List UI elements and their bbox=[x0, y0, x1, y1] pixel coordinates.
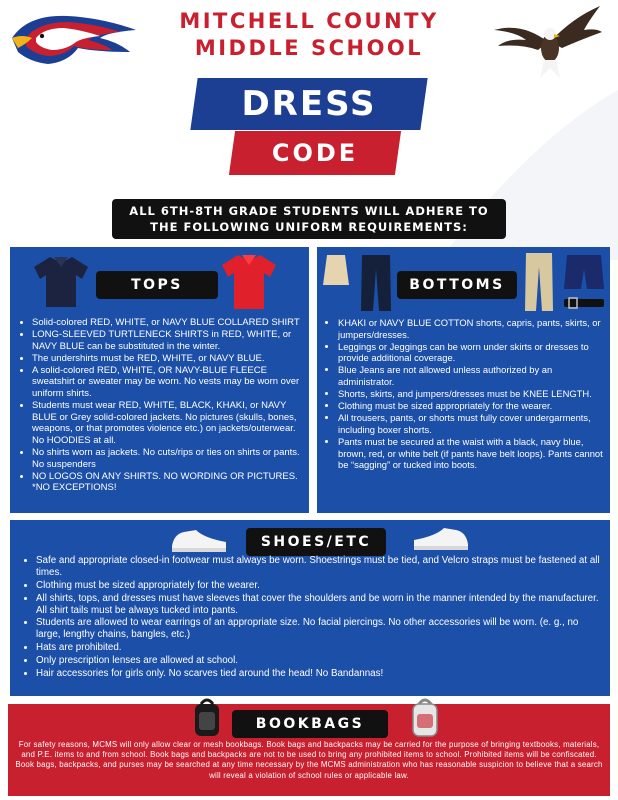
mesh-backpack-icon bbox=[192, 698, 222, 738]
red-polo-shirt-icon bbox=[220, 251, 278, 311]
list-item: • Hats are prohibited. bbox=[36, 642, 604, 654]
list-item: • Safe and appropriate closed-in footwear must always be worn. Shoestrings must be tied, and Velcro straps must be fastened at all times. bbox=[36, 555, 604, 579]
list-item: • LONG-SLEEVED TURTLENECK SHIRTS in RED, WHITE, or NAVY BLUE can be substituted in the winter. bbox=[32, 329, 304, 352]
list-item: • KHAKI or NAVY BLUE COTTON shorts, capris, pants, skirts, or jumpers/dresses. bbox=[338, 317, 606, 340]
list-item: • Clothing must be sized appropriately for the wearer. bbox=[338, 400, 606, 412]
list-item: • All shirts, tops, and dresses must have sleeves that cover the shoulders and be worn in the manner intended by the manufacturer. All shirt tails must be always tucked into pants. bbox=[36, 593, 604, 617]
navy-shorts-icon bbox=[563, 253, 605, 293]
requirement-line2: THE FOLLOWING UNIFORM REQUIREMENTS: bbox=[150, 220, 468, 234]
requirement-banner bbox=[112, 199, 506, 239]
list-item: • The undershirts must be RED, WHITE, or NAVY BLUE. bbox=[32, 353, 304, 365]
shoes-panel bbox=[10, 520, 610, 696]
list-item: • Only prescription lenses are allowed at school. bbox=[36, 655, 604, 667]
clear-backpack-icon bbox=[410, 698, 440, 738]
list-item: • Leggings or Jeggings can be worn under skirts or dresses to provide additional coverage. bbox=[338, 341, 606, 364]
shoes-list bbox=[36, 555, 604, 681]
list-item: • Blue Jeans are not allowed unless authorized by an administrator. bbox=[338, 364, 606, 387]
black-belt-icon bbox=[563, 297, 605, 309]
title-dress: DRESS bbox=[241, 84, 377, 124]
shoes-label: SHOES/ETC bbox=[246, 528, 386, 556]
list-item: • Students are allowed to wear earrings of an appropriate size. No facial piercings. No other accessories will be worn. (e. g., no large, lengthy chains, bangles, etc.) bbox=[36, 617, 604, 641]
navy-polo-shirt-icon bbox=[32, 253, 90, 309]
list-item: • Solid-colored RED, WHITE, or NAVY BLUE COLLARED SHIRT bbox=[32, 317, 304, 329]
list-item: • Shorts, skirts, and jumpers/dresses must be KNEE LENGTH. bbox=[338, 388, 606, 400]
white-sneaker-icon bbox=[170, 526, 228, 554]
bookbags-label: BOOKBAGS bbox=[232, 710, 388, 738]
white-sneaker-icon bbox=[412, 524, 470, 552]
khaki-skirt-icon bbox=[321, 253, 351, 287]
bottoms-label: BOTTOMS bbox=[397, 271, 517, 299]
navy-pants-icon bbox=[359, 253, 393, 313]
tops-label: TOPS bbox=[96, 271, 218, 299]
list-item: • Students must wear RED, WHITE, BLACK, KHAKI, or NAVY BLUE or Grey solid-colored jackets. No pictures (skulls, bones, weapons, or that promotes violence etc.) on jackets/outerwear. No HOODIES at all. bbox=[32, 400, 304, 446]
list-item: • No shirts worn as jackets. No cuts/rips or ties on shirts or pants. No suspenders bbox=[32, 447, 304, 470]
list-item: • Clothing must be sized appropriately for the wearer. bbox=[36, 580, 604, 592]
khaki-pants-icon bbox=[523, 251, 555, 313]
list-item: • All trousers, pants, or shorts must fully cover undergarments, including boxer shorts. bbox=[338, 412, 606, 435]
tops-list bbox=[32, 317, 304, 494]
list-item: • Hair accessories for girls only. No scarves tied around the head! No Bandannas! bbox=[36, 668, 604, 680]
bottoms-list bbox=[338, 317, 606, 471]
title-code: CODE bbox=[271, 139, 359, 167]
bookbags-panel bbox=[8, 704, 610, 796]
bottoms-panel bbox=[317, 247, 610, 513]
list-item: • A solid-colored RED, WHITE, OR NAVY-BLUE FLEECE sweatshirt or sweater may be worn. No vests may be worn over uniform shirts. bbox=[32, 365, 304, 400]
list-item: • NO LOGOS ON ANY SHIRTS. NO WORDING OR PICTURES. *NO EXCEPTIONS! bbox=[32, 471, 304, 494]
requirement-line1: ALL 6TH-8TH GRADE STUDENTS WILL ADHERE TO bbox=[129, 204, 489, 218]
school-name-line2: MIDDLE SCHOOL bbox=[194, 36, 424, 60]
bookbags-text: For safety reasons, MCMS will only allow clear or mesh bookbags. Book bags and backpacks may be carried for the purpose of bringing textbooks, materials, and P.E. items to and from school. Book bags and backpacks are not to be used to bring any prohibited items to school. Prohibited items will be confiscated. Book bags, backpacks, and purses may be searched at any time necessary by the MCMS administration who has reasonable suspicion to believe that a search will reveal a violation of school rules or applicable law. bbox=[15, 740, 603, 780]
tops-panel bbox=[10, 247, 309, 513]
list-item: • Pants must be secured at the waist with a black, navy blue, brown, red, or white belt (if pants have belt loops). Pants cannot be “sagging” or tucked into boots. bbox=[338, 436, 606, 471]
school-name-line1: MITCHELL COUNTY bbox=[179, 9, 439, 33]
